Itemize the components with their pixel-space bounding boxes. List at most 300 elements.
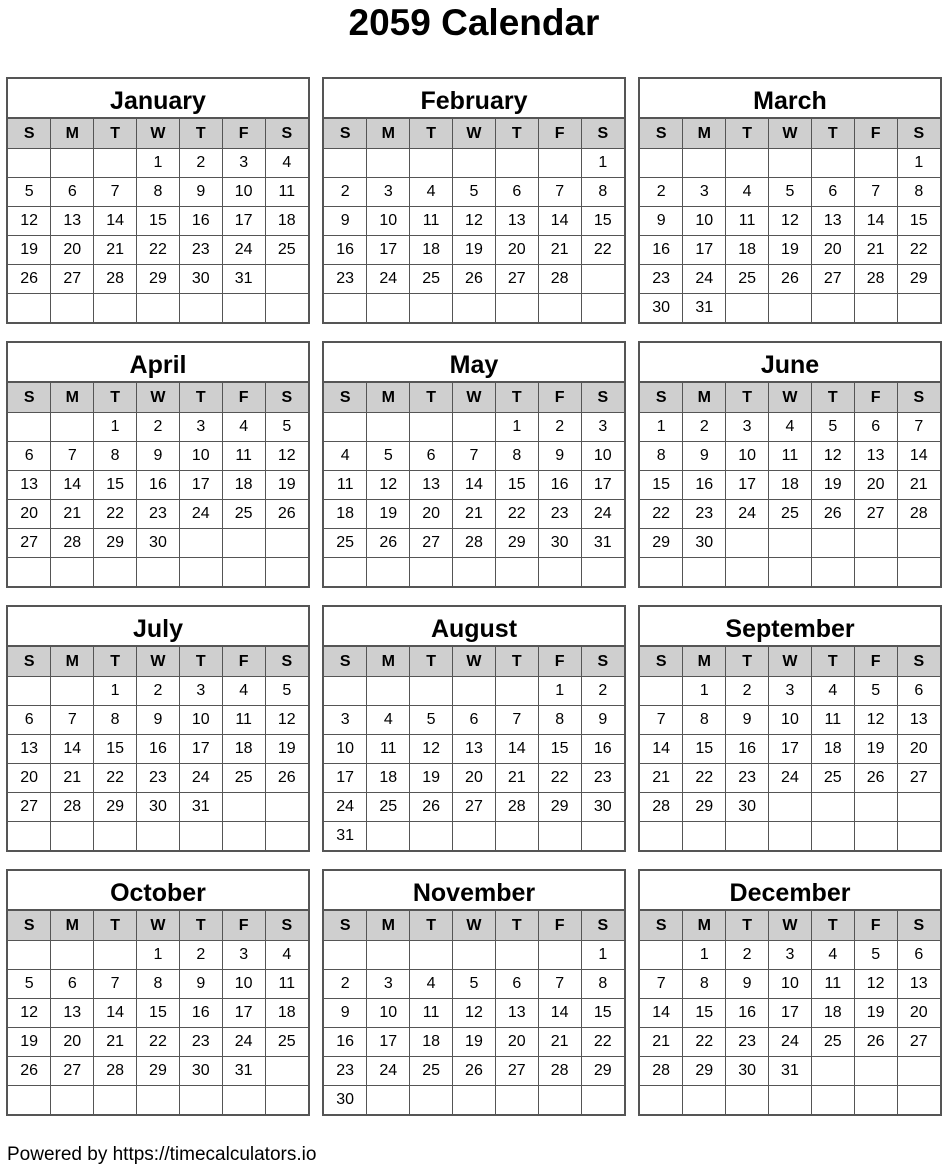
month-july: [6, 605, 310, 852]
day-cell: 17: [683, 236, 726, 265]
day-cell: 8: [683, 970, 726, 999]
week-row: [8, 1028, 308, 1057]
day-cell: 2: [324, 970, 367, 999]
day-cell: 6: [897, 677, 940, 706]
day-cell: 1: [683, 941, 726, 970]
weekday-header: W: [769, 119, 812, 149]
day-cell: 18: [811, 735, 854, 764]
day-cell: [811, 294, 854, 323]
day-cell: 6: [811, 178, 854, 207]
day-cell: [726, 1086, 769, 1115]
weekday-header: S: [581, 911, 624, 941]
day-cell: 9: [726, 970, 769, 999]
day-cell: 21: [453, 500, 496, 529]
day-cell: 2: [324, 178, 367, 207]
day-cell: 3: [769, 941, 812, 970]
week-row: [640, 677, 940, 706]
day-cell: 20: [897, 999, 940, 1028]
week-row: [640, 1086, 940, 1115]
day-cell: 11: [811, 706, 854, 735]
day-cell: 22: [94, 500, 137, 529]
week-row: [324, 207, 624, 236]
week-row: [324, 999, 624, 1028]
day-cell: 13: [51, 999, 94, 1028]
day-cell: 26: [8, 265, 51, 294]
day-cell: 26: [367, 529, 410, 558]
day-cell: [94, 294, 137, 323]
day-cell: [581, 558, 624, 587]
day-cell: 26: [453, 265, 496, 294]
day-cell: 28: [453, 529, 496, 558]
day-cell: [265, 1086, 308, 1115]
weekday-header: S: [581, 119, 624, 149]
week-row: [640, 149, 940, 178]
week-row: [324, 529, 624, 558]
day-cell: 18: [222, 471, 265, 500]
weekday-header: F: [854, 383, 897, 413]
weekday-header: W: [453, 911, 496, 941]
day-cell: 27: [8, 529, 51, 558]
day-cell: 23: [179, 1028, 222, 1057]
day-cell: 22: [683, 764, 726, 793]
day-cell: [897, 822, 940, 851]
day-cell: [581, 265, 624, 294]
month-november: [322, 869, 626, 1116]
weekday-header: T: [179, 383, 222, 413]
day-cell: 5: [811, 413, 854, 442]
day-cell: [453, 413, 496, 442]
day-cell: 14: [94, 999, 137, 1028]
month-table: [640, 647, 940, 850]
day-cell: 25: [265, 236, 308, 265]
week-row: [324, 236, 624, 265]
day-cell: 18: [367, 764, 410, 793]
weekday-header: S: [640, 647, 683, 677]
day-cell: 2: [726, 677, 769, 706]
day-cell: 8: [137, 178, 180, 207]
day-cell: [410, 413, 453, 442]
week-row: [640, 442, 940, 471]
day-cell: [453, 1086, 496, 1115]
day-cell: 8: [581, 178, 624, 207]
week-row: [8, 178, 308, 207]
day-cell: 8: [94, 442, 137, 471]
day-cell: 3: [222, 149, 265, 178]
day-cell: 18: [769, 471, 812, 500]
day-cell: 4: [726, 178, 769, 207]
weekday-header: W: [137, 119, 180, 149]
day-cell: [8, 677, 51, 706]
day-cell: [581, 294, 624, 323]
week-row: [640, 236, 940, 265]
week-row: [640, 1028, 940, 1057]
day-cell: 1: [94, 677, 137, 706]
week-row: [8, 706, 308, 735]
day-cell: [51, 941, 94, 970]
day-cell: 14: [640, 735, 683, 764]
month-table: [324, 119, 624, 322]
day-cell: [179, 558, 222, 587]
day-cell: 7: [51, 442, 94, 471]
day-cell: 30: [324, 1086, 367, 1115]
day-cell: 1: [897, 149, 940, 178]
day-cell: [811, 793, 854, 822]
day-cell: 29: [683, 1057, 726, 1086]
day-cell: 24: [222, 236, 265, 265]
weekday-header: T: [410, 383, 453, 413]
day-cell: 2: [179, 941, 222, 970]
day-cell: [726, 822, 769, 851]
day-cell: 27: [811, 265, 854, 294]
week-row: [640, 793, 940, 822]
day-cell: [410, 941, 453, 970]
day-cell: [538, 1086, 581, 1115]
weekday-header: M: [367, 383, 410, 413]
day-cell: 2: [683, 413, 726, 442]
weekday-header: F: [222, 383, 265, 413]
day-cell: 9: [137, 442, 180, 471]
day-cell: 26: [410, 793, 453, 822]
weekday-header: T: [726, 647, 769, 677]
day-cell: 17: [179, 471, 222, 500]
day-cell: 20: [811, 236, 854, 265]
month-name: February: [324, 79, 624, 119]
weekday-header: F: [538, 911, 581, 941]
day-cell: 23: [137, 500, 180, 529]
month-table: [324, 911, 624, 1114]
month-table: [640, 911, 940, 1114]
weekday-header: T: [495, 119, 538, 149]
weekday-header: S: [640, 911, 683, 941]
month-april: [6, 341, 310, 588]
day-cell: 16: [640, 236, 683, 265]
day-cell: 3: [222, 941, 265, 970]
day-cell: 25: [811, 1028, 854, 1057]
day-cell: [222, 793, 265, 822]
day-cell: 11: [265, 970, 308, 999]
day-cell: 6: [495, 970, 538, 999]
day-cell: 1: [683, 677, 726, 706]
day-cell: [581, 1086, 624, 1115]
day-cell: 21: [640, 764, 683, 793]
weekday-header: S: [265, 911, 308, 941]
day-cell: 2: [581, 677, 624, 706]
weekday-header: T: [726, 119, 769, 149]
day-cell: 3: [683, 178, 726, 207]
day-cell: 8: [683, 706, 726, 735]
day-cell: 13: [897, 970, 940, 999]
day-cell: 27: [453, 793, 496, 822]
day-cell: 14: [640, 999, 683, 1028]
day-cell: 21: [854, 236, 897, 265]
day-cell: [265, 793, 308, 822]
day-cell: 25: [410, 265, 453, 294]
weekday-header: T: [179, 119, 222, 149]
weekday-header: T: [179, 911, 222, 941]
day-cell: [265, 558, 308, 587]
day-cell: 5: [854, 941, 897, 970]
week-row: [324, 500, 624, 529]
day-cell: 16: [324, 236, 367, 265]
weekday-header-row: [324, 647, 624, 677]
day-cell: 23: [683, 500, 726, 529]
week-row: [324, 1086, 624, 1115]
day-cell: [137, 558, 180, 587]
weekday-header: M: [51, 647, 94, 677]
day-cell: 4: [265, 149, 308, 178]
day-cell: [367, 677, 410, 706]
week-row: [324, 822, 624, 851]
weekday-header: T: [410, 119, 453, 149]
week-row: [324, 970, 624, 999]
day-cell: 12: [453, 207, 496, 236]
day-cell: 20: [495, 1028, 538, 1057]
day-cell: [897, 529, 940, 558]
month-table: [640, 383, 940, 586]
day-cell: 19: [453, 236, 496, 265]
day-cell: 10: [222, 178, 265, 207]
day-cell: [179, 822, 222, 851]
weekday-header: T: [94, 383, 137, 413]
weekday-header: S: [8, 119, 51, 149]
day-cell: 16: [538, 471, 581, 500]
weekday-header: S: [8, 383, 51, 413]
day-cell: 21: [51, 500, 94, 529]
day-cell: 29: [897, 265, 940, 294]
day-cell: 29: [94, 793, 137, 822]
day-cell: 22: [137, 236, 180, 265]
day-cell: [769, 793, 812, 822]
day-cell: 30: [640, 294, 683, 323]
day-cell: 18: [726, 236, 769, 265]
day-cell: [222, 558, 265, 587]
day-cell: [94, 558, 137, 587]
day-cell: [640, 149, 683, 178]
week-row: [640, 706, 940, 735]
day-cell: 19: [769, 236, 812, 265]
weekday-header: S: [640, 383, 683, 413]
day-cell: 17: [769, 735, 812, 764]
day-cell: 9: [324, 999, 367, 1028]
day-cell: [410, 149, 453, 178]
day-cell: 7: [495, 706, 538, 735]
weekday-header: M: [683, 647, 726, 677]
day-cell: [367, 558, 410, 587]
day-cell: 17: [222, 999, 265, 1028]
day-cell: 13: [8, 735, 51, 764]
day-cell: 2: [538, 413, 581, 442]
day-cell: 19: [265, 471, 308, 500]
day-cell: 26: [265, 764, 308, 793]
day-cell: 20: [8, 764, 51, 793]
weekday-header: T: [495, 647, 538, 677]
day-cell: 17: [769, 999, 812, 1028]
day-cell: 6: [51, 970, 94, 999]
day-cell: 26: [854, 1028, 897, 1057]
month-august: [322, 605, 626, 852]
day-cell: [811, 822, 854, 851]
day-cell: 10: [179, 706, 222, 735]
day-cell: [51, 149, 94, 178]
day-cell: 23: [640, 265, 683, 294]
day-cell: 14: [897, 442, 940, 471]
day-cell: [222, 529, 265, 558]
day-cell: 7: [897, 413, 940, 442]
weekday-header: S: [640, 119, 683, 149]
day-cell: 30: [137, 529, 180, 558]
day-cell: [324, 294, 367, 323]
day-cell: 30: [179, 1057, 222, 1086]
weekday-header: S: [8, 647, 51, 677]
day-cell: 28: [51, 529, 94, 558]
day-cell: [640, 822, 683, 851]
week-row: [8, 265, 308, 294]
weekday-header-row: [640, 119, 940, 149]
week-row: [640, 265, 940, 294]
day-cell: 21: [495, 764, 538, 793]
day-cell: [854, 149, 897, 178]
day-cell: [8, 1086, 51, 1115]
month-table: [324, 383, 624, 586]
day-cell: 15: [581, 999, 624, 1028]
day-cell: [538, 294, 581, 323]
day-cell: 27: [51, 265, 94, 294]
day-cell: [769, 1086, 812, 1115]
day-cell: 12: [8, 207, 51, 236]
month-september: [638, 605, 942, 852]
day-cell: 6: [495, 178, 538, 207]
day-cell: 4: [410, 178, 453, 207]
day-cell: 30: [538, 529, 581, 558]
day-cell: [538, 822, 581, 851]
day-cell: 8: [640, 442, 683, 471]
day-cell: 17: [726, 471, 769, 500]
day-cell: 7: [538, 178, 581, 207]
day-cell: 2: [726, 941, 769, 970]
day-cell: 24: [769, 1028, 812, 1057]
day-cell: 15: [683, 999, 726, 1028]
day-cell: [265, 1057, 308, 1086]
weekday-header: W: [453, 647, 496, 677]
day-cell: 28: [538, 265, 581, 294]
day-cell: 25: [811, 764, 854, 793]
weekday-header: S: [324, 647, 367, 677]
day-cell: 27: [51, 1057, 94, 1086]
weekday-header-row: [8, 647, 308, 677]
day-cell: 6: [854, 413, 897, 442]
month-table: [8, 383, 308, 586]
day-cell: [897, 793, 940, 822]
weekday-header: T: [726, 383, 769, 413]
day-cell: [265, 822, 308, 851]
day-cell: [222, 822, 265, 851]
month-table: [324, 647, 624, 850]
day-cell: [51, 413, 94, 442]
day-cell: 22: [538, 764, 581, 793]
day-cell: [453, 822, 496, 851]
month-name: June: [640, 343, 940, 383]
weekday-header: S: [324, 383, 367, 413]
day-cell: 5: [453, 970, 496, 999]
week-row: [640, 294, 940, 323]
week-row: [640, 529, 940, 558]
day-cell: 25: [726, 265, 769, 294]
day-cell: 5: [367, 442, 410, 471]
day-cell: [538, 558, 581, 587]
week-row: [8, 822, 308, 851]
day-cell: [854, 558, 897, 587]
day-cell: 28: [495, 793, 538, 822]
week-row: [640, 471, 940, 500]
day-cell: [324, 558, 367, 587]
day-cell: 1: [137, 149, 180, 178]
weekday-header: S: [897, 911, 940, 941]
day-cell: [324, 677, 367, 706]
day-cell: 10: [179, 442, 222, 471]
weekday-header: T: [94, 647, 137, 677]
weekday-header: F: [854, 911, 897, 941]
weekday-header: W: [769, 647, 812, 677]
day-cell: 29: [495, 529, 538, 558]
day-cell: 1: [538, 677, 581, 706]
week-row: [324, 941, 624, 970]
day-cell: 22: [495, 500, 538, 529]
day-cell: 12: [8, 999, 51, 1028]
day-cell: [854, 793, 897, 822]
day-cell: 6: [8, 706, 51, 735]
week-row: [8, 793, 308, 822]
day-cell: [640, 1086, 683, 1115]
day-cell: 9: [137, 706, 180, 735]
day-cell: 12: [854, 706, 897, 735]
day-cell: 22: [683, 1028, 726, 1057]
day-cell: 15: [538, 735, 581, 764]
day-cell: 12: [854, 970, 897, 999]
week-row: [640, 970, 940, 999]
week-row: [8, 529, 308, 558]
day-cell: 30: [726, 793, 769, 822]
weekday-header-row: [324, 911, 624, 941]
day-cell: 16: [179, 207, 222, 236]
day-cell: 10: [581, 442, 624, 471]
day-cell: [769, 529, 812, 558]
day-cell: 23: [324, 1057, 367, 1086]
day-cell: [410, 822, 453, 851]
day-cell: 10: [324, 735, 367, 764]
day-cell: 11: [265, 178, 308, 207]
day-cell: 28: [538, 1057, 581, 1086]
day-cell: 21: [51, 764, 94, 793]
day-cell: 16: [324, 1028, 367, 1057]
day-cell: 24: [683, 265, 726, 294]
day-cell: [324, 413, 367, 442]
day-cell: 17: [367, 236, 410, 265]
day-cell: [51, 677, 94, 706]
day-cell: [453, 558, 496, 587]
weekday-header-row: [640, 647, 940, 677]
day-cell: 3: [769, 677, 812, 706]
week-row: [324, 149, 624, 178]
day-cell: 30: [683, 529, 726, 558]
week-row: [324, 558, 624, 587]
day-cell: [324, 941, 367, 970]
day-cell: 18: [324, 500, 367, 529]
day-cell: [453, 941, 496, 970]
week-row: [8, 735, 308, 764]
day-cell: [854, 529, 897, 558]
month-march: [638, 77, 942, 324]
day-cell: 5: [8, 178, 51, 207]
